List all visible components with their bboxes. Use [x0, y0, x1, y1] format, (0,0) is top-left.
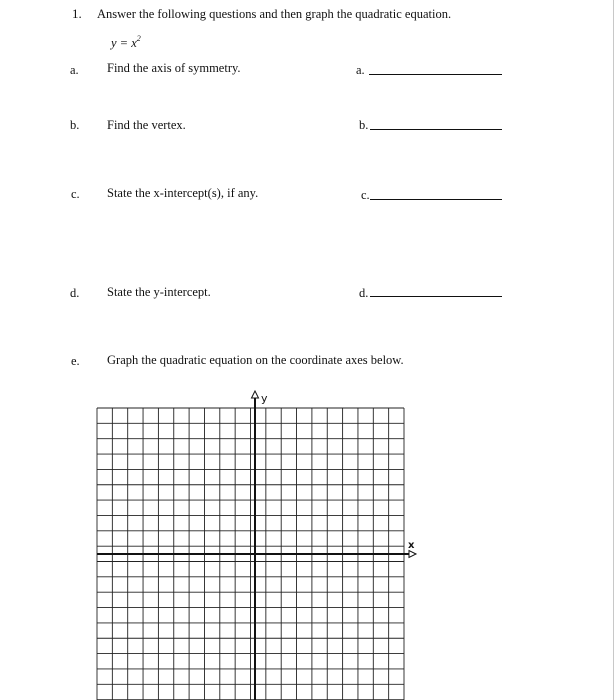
part-a-letter: a.: [70, 63, 79, 77]
part-a-answer-label: a.: [356, 63, 365, 77]
equation-base: y = x: [111, 36, 137, 50]
part-c-prompt: State the x-intercept(s), if any.: [107, 186, 259, 200]
part-d-prompt: State the y-intercept.: [107, 285, 211, 299]
part-b-prompt: Find the vertex.: [107, 118, 186, 132]
part-d-letter: d.: [70, 286, 80, 300]
equation-exponent: 2: [136, 34, 141, 43]
part-b-letter: b.: [70, 118, 80, 132]
part-e-letter: e.: [71, 354, 80, 368]
part-d-answer-label: d.: [359, 286, 369, 300]
part-e-prompt: Graph the quadratic equation on the coordinate axes below.: [107, 353, 404, 367]
part-c-answer-label: c.: [361, 188, 370, 202]
x-axis-arrow-icon: [409, 551, 416, 558]
y-axis-label: y: [261, 392, 268, 405]
question-instruction: Answer the following questions and then graph the quadratic equation.: [97, 7, 452, 21]
part-b-answer-label: b.: [359, 118, 369, 132]
part-a-prompt: Find the axis of symmetry.: [107, 61, 241, 75]
part-c-letter: c.: [71, 187, 80, 201]
x-axis-label: x: [408, 540, 415, 551]
question-number: 1.: [72, 6, 82, 21]
y-axis-arrow-icon: [252, 391, 259, 398]
